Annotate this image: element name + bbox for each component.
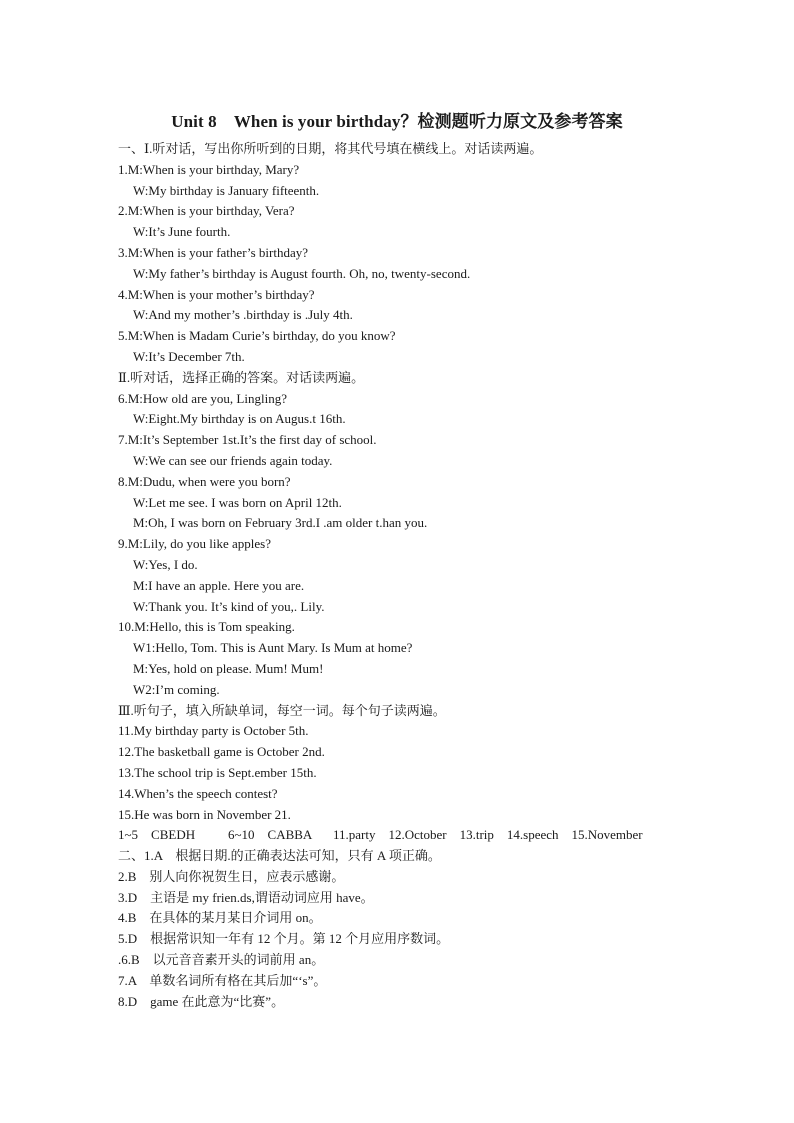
transcript-line: 6.M:How old are you, Lingling? — [118, 390, 287, 406]
transcript-line: 14.When’s the speech contest? — [118, 785, 278, 801]
transcript-line: 12.The basketball game is October 2nd. — [118, 744, 325, 760]
transcript-line: 15.He was born in November 21. — [118, 806, 291, 822]
transcript-line: W:Eight.My birthday is on Augus.t 16th. — [133, 411, 346, 427]
transcript-line: Ⅲ.听句子，填入所缺单词，每空一词。每个句子读两遍。 — [118, 702, 446, 718]
transcript-line: W:We can see our friends again today. — [133, 452, 333, 468]
transcript-line: M:Yes, hold on please. Mum! Mum! — [133, 660, 324, 676]
answer-key-part3: 11.party 12.October 13.trip 14.speech 15.November — [333, 827, 643, 843]
document-body — [118, 139, 778, 1012]
transcript-line: 8.M:Dudu, when were you born? — [118, 473, 291, 489]
transcript-line: 9.M:Lily, do you like apples? — [118, 536, 271, 552]
transcript-line: W:My father’s birthday is August fourth. Oh, no, twenty-second. — [133, 265, 471, 281]
transcript-line: W:It’s December 7th. — [133, 348, 245, 364]
transcript-line: 11.My birthday party is October 5th. — [118, 723, 309, 739]
document-title: Unit 8 When is your birthday？检测题听力原文及参考答案 — [171, 112, 623, 131]
transcript-line: W1:Hello, Tom. This is Aunt Mary. Is Mum at home? — [133, 640, 413, 656]
transcript-line: W:Let me see. I was born on April 12th. — [133, 494, 342, 510]
transcript-line: Ⅱ.听对话，选择正确的答案。对话读两遍。 — [118, 369, 365, 385]
transcript-line: 一、Ⅰ.听对话，写出你所听到的日期，将其代号填在横线上。对话读两遍。 — [118, 141, 543, 156]
answer-key-part2: 6~10 CABBA — [228, 827, 313, 843]
transcript-line: M:Oh, I was born on February 3rd.I .am older t.han you. — [133, 515, 428, 531]
transcript-line: M:I have an apple. Here you are. — [133, 577, 305, 593]
explanations — [118, 846, 778, 1012]
transcript-line: W:Yes, I do. — [133, 556, 198, 572]
explanation-line: 7.A 单数名词所有格在其后加“‘s”。 — [118, 972, 327, 988]
transcript-line: 3.M:When is your father’s birthday? — [118, 244, 309, 260]
transcript-line: 5.M:When is Madam Curie’s birthday, do you know? — [118, 328, 396, 344]
transcript-line: 4.M:When is your mother’s birthday? — [118, 286, 315, 302]
transcript-line: W:Thank you. It’s kind of you,. Lily. — [133, 598, 325, 614]
answer-key-part1: 1~5 CBEDH — [118, 827, 196, 843]
explanation-line: 二、1.A 根据日期.的正确表达法可知，只有 A 项正确。 — [118, 848, 441, 864]
transcript-line: W2:I’m coming. — [133, 681, 220, 697]
transcript-line: W:It’s June fourth. — [133, 224, 231, 240]
explanation-line: 5.D 根据常识知一年有 12 个月。第 12 个月应用序数词。 — [118, 931, 450, 947]
explanation-line: 8.D game 在此意为“比赛”。 — [118, 993, 285, 1009]
transcript-line: 1.M:When is your birthday, Mary? — [118, 161, 300, 177]
explanation-line: 2.B 别人向你祝贺生日，应表示感谢。 — [118, 868, 345, 884]
listening-transcript — [118, 139, 778, 825]
answer-key-line — [118, 825, 778, 846]
transcript-line: W:My birthday is January fifteenth. — [133, 182, 320, 198]
explanation-line: 3.D 主语是 my frien.ds,谓语动词应用 have。 — [118, 889, 374, 905]
transcript-line: 13.The school trip is Sept.ember 15th. — [118, 764, 317, 780]
explanation-line: 4.B 在具体的某月某日介词用 on。 — [118, 910, 322, 926]
explanation-line: .6.B 以元音音素开头的词前用 an。 — [118, 952, 325, 968]
transcript-line: 10.M:Hello, this is Tom speaking. — [118, 619, 295, 635]
transcript-line: 2.M:When is your birthday, Vera? — [118, 203, 295, 219]
transcript-line: W:And my mother’s .birthday is .July 4th. — [133, 307, 353, 323]
transcript-line: 7.M:It’s September 1st.It’s the first day of school. — [118, 432, 377, 448]
